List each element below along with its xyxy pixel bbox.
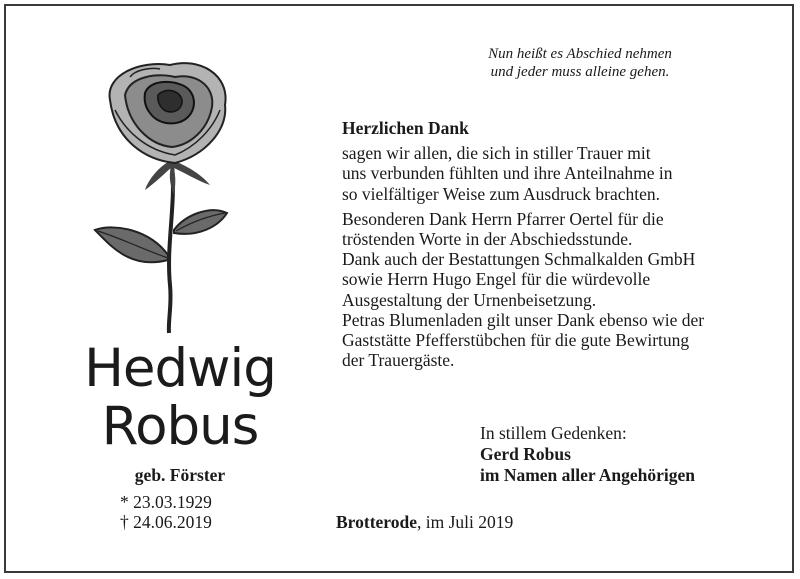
death-date: † 24.06.2019	[120, 512, 212, 532]
text-line: der Trauergäste.	[342, 350, 455, 371]
text-line: uns verbunden fühlten und ihre Anteilnahme in	[342, 163, 673, 184]
place-date	[336, 512, 513, 533]
maiden-name: geb. Förster	[134, 465, 226, 485]
last-name: Robus	[101, 396, 259, 457]
memoriam-intro: In stillem Gedenken:	[480, 423, 627, 443]
deceased-name	[55, 340, 305, 456]
motto	[430, 45, 730, 81]
text-line: Petras Blumenladen gilt unser Dank ebenso wie der	[342, 309, 705, 330]
thanks-paragraph	[342, 143, 754, 204]
rose-icon	[90, 55, 240, 335]
birth-date: * 23.03.1929	[120, 492, 212, 512]
text-line: sowie Herrn Hugo Engel für die würdevolle	[342, 269, 651, 290]
heading: Herzlichen Dank	[342, 118, 469, 138]
mourner-name: Gerd Robus	[480, 444, 571, 464]
text-line: Ausgestaltung der Urnenbeisetzung.	[342, 289, 597, 310]
motto-line: und jeder muss alleine gehen.	[490, 64, 670, 80]
motto-line: Nun heißt es Abschied nehmen	[488, 46, 672, 62]
place-name: Brotterode	[336, 512, 417, 532]
text-line: tröstenden Worte in der Abschiedsstunde.	[342, 229, 633, 250]
first-name: Hedwig	[84, 338, 276, 399]
life-dates	[120, 492, 212, 532]
special-thanks-paragraph	[342, 209, 754, 371]
memoriam-signature	[480, 423, 695, 486]
text-line: sagen wir allen, die sich in stiller Trauer mit	[342, 143, 651, 164]
text-line: so vielfältiger Weise zum Ausdruck brachten.	[342, 183, 661, 204]
family-line: im Namen aller Angehörigen	[480, 465, 696, 485]
date-line: , im Juli 2019	[417, 512, 514, 532]
text-line: Besonderen Dank Herrn Pfarrer Oertel für die	[342, 208, 664, 229]
text-line: Dank auch der Bestattungen Schmalkalden GmbH	[342, 249, 696, 270]
text-line: Gaststätte Pfefferstübchen für die gute Bewirtung	[342, 330, 690, 351]
thanks-text	[342, 118, 754, 370]
